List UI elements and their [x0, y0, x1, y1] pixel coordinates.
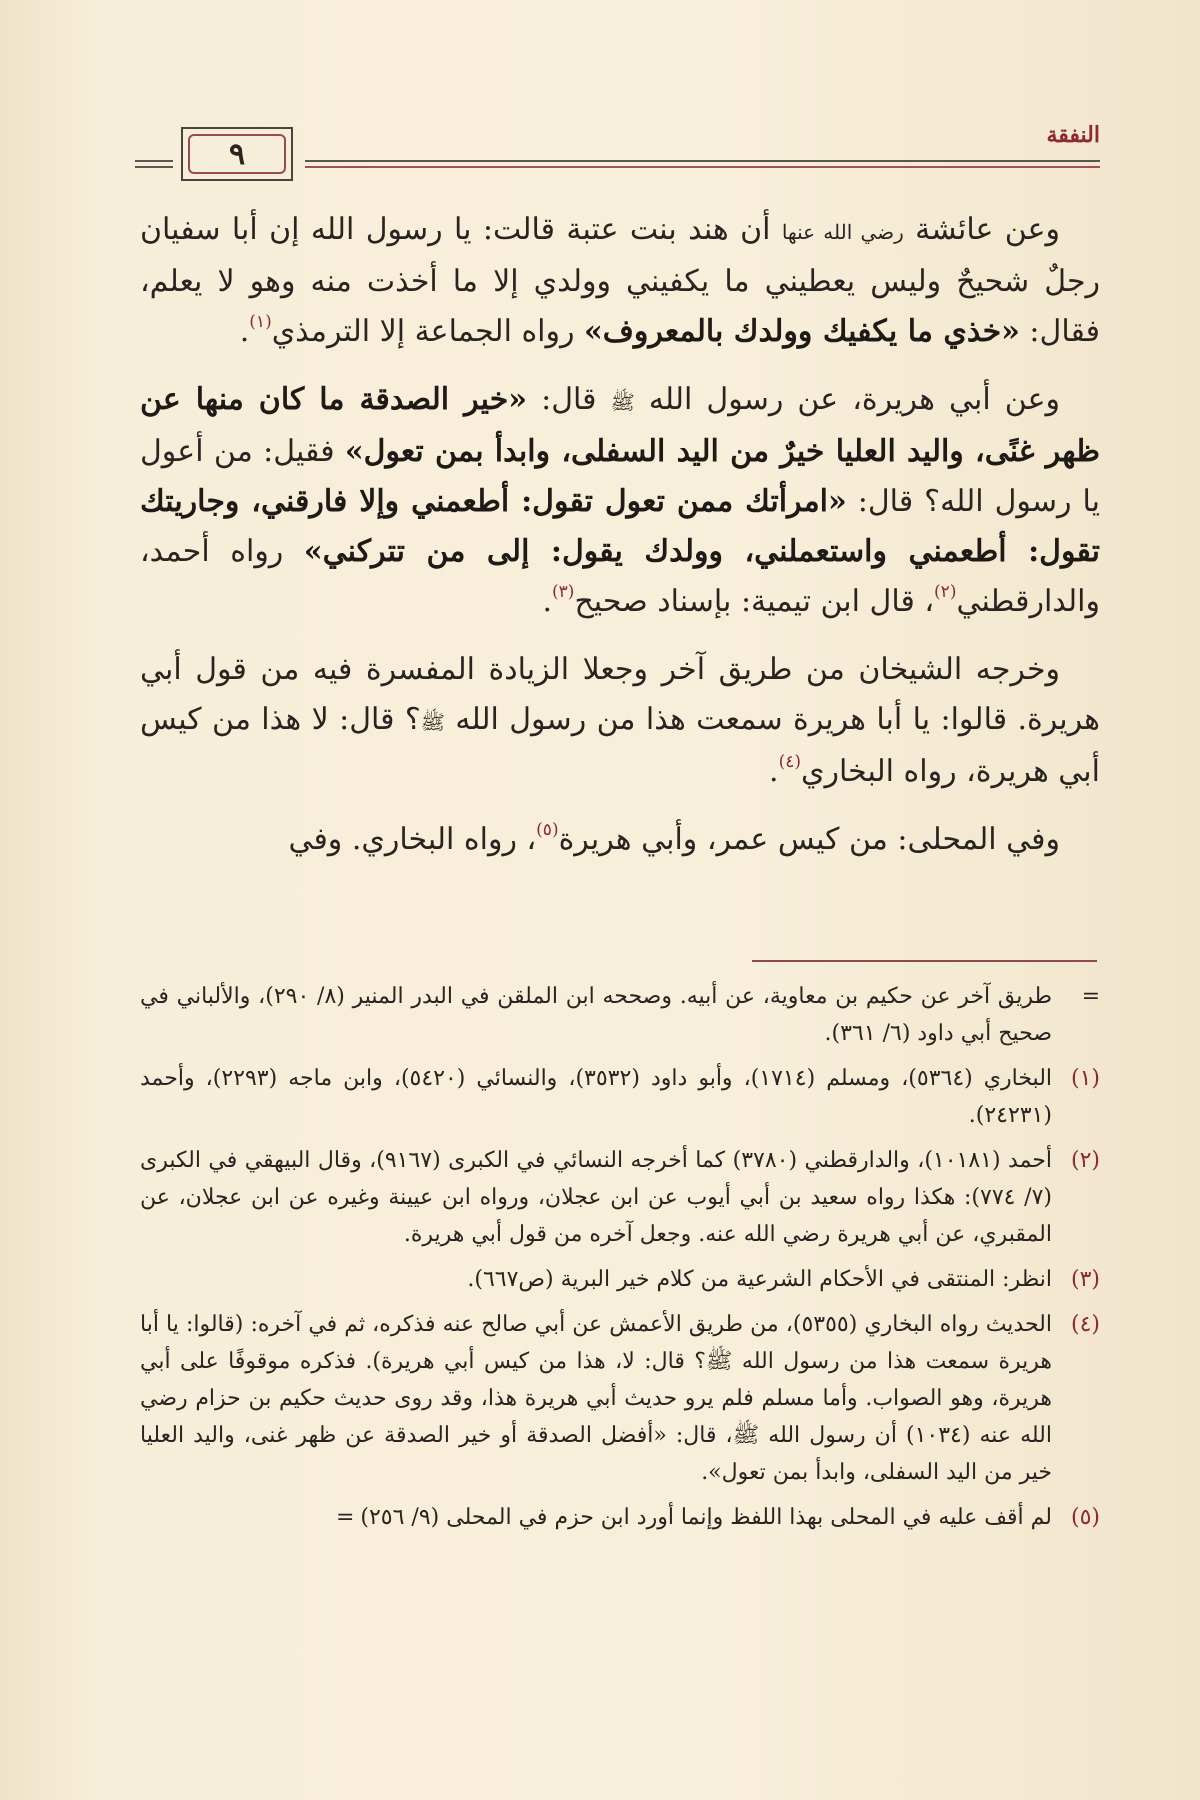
footnote-text: [140, 1499, 1052, 1536]
footnote-number: (٥): [1070, 1505, 1100, 1530]
text-run: رواه أحمد، والدارقطني: [140, 534, 1100, 619]
footnote-ref-3[interactable]: (٣): [552, 582, 575, 602]
salawat-glyph-icon: ﷺ: [610, 390, 635, 414]
page-number: ٩: [188, 134, 286, 174]
honorific-glyph-icon: رضي الله عنها: [781, 220, 904, 244]
text-run: ، رواه البخاري. وفي: [288, 822, 537, 857]
text-run: وعن عائشة: [915, 212, 1060, 247]
footnote-number: (١): [1070, 1066, 1100, 1091]
footnote-5: [140, 1499, 1100, 1536]
text-run: فقيل: من أعول يا رسول الله؟ قال:: [140, 434, 1100, 519]
text-run: .: [239, 314, 250, 349]
footnote-continuation: [140, 978, 1100, 1052]
footnote-number: (٣): [1070, 1267, 1100, 1292]
running-title: النفقة: [1046, 122, 1100, 148]
page-number-frame: [181, 127, 293, 181]
footnote-1: [140, 1060, 1100, 1134]
footnote-separator: [752, 960, 1097, 962]
hadith-quote: «امرأتك ممن تعول تقول: أطعمني وإلا فارقني، وجاريتك تقول: أطعمني واستعملني، وولدك يقول: إلى من تتركني»: [140, 484, 1100, 569]
footnote-text-run: لم أقف عليه في المحلى بهذا اللفظ وإنما أورد ابن حزم في المحلى (٩/ ٢٥٦): [360, 1505, 1052, 1530]
salawat-glyph-icon: ﷺ: [420, 710, 445, 734]
footnote-number: (٢): [1070, 1148, 1100, 1173]
footnote-text: طريق آخر عن حكيم بن معاوية، عن أبيه. وصححه ابن الملقن في البدر المنير (٨/ ٢٩٠)، والألباني في صحيح أبي داود (٦/ ٣٦١).: [140, 984, 1053, 1046]
footnote-text: الحديث رواه البخاري (٥٣٥٥)، من طريق الأعمش عن أبي صالح عنه فذكره، ثم في آخره: (قالوا: يا أبا هريرة سمعت هذا من رسول الله ﷺ؟ قال: لا، هذا من كيس أبي هريرة). فذكره موقوفًا على أبي هريرة، وهو الصواب. وأما مسلم فلم يرو حديث أبي هريرة هذا، وقد روى حديث حكيم بن حزام رضي الله عنه (١٠٣٤) أن رسول الله ﷺ، قال: «أفضل الصدقة أو خير الصدقة عن ظهر غنى، واليد العليا خير من اليد السفلى، وابدأ بمن تعول».: [140, 1312, 1052, 1485]
text-run: وخرجه الشيخان من طريق آخر وجعلا الزيادة المفسرة فيه من قول أبي هريرة. قالوا: يا أبا هريرة سمعت هذا من رسول الله: [140, 652, 1100, 737]
footnote-ref-5[interactable]: (٥): [536, 820, 559, 840]
text-run: ؟ قال: لا هذا من كيس أبي هريرة، رواه البخاري: [140, 702, 1100, 789]
hadith-quote: «خير الصدقة ما كان منها عن ظهر غنًى، واليد العليا خيرٌ من اليد السفلى، وابدأ بمن تعول»: [140, 382, 1100, 469]
header-short-rule: [135, 160, 173, 169]
footnote-text: البخاري (٥٣٦٤)، ومسلم (١٧١٤)، وأبو داود (٣٥٣٢)، والنسائي (٥٤٢٠)، وابن ماجه (٢٢٩٣)، وأحمد (٢٤٢٣١).: [140, 1066, 1053, 1128]
text-run: .: [769, 754, 779, 789]
footnote-ref-2[interactable]: (٢): [934, 582, 957, 602]
footnote-ref-1[interactable]: (١): [249, 312, 272, 332]
text-run: وعن أبي هريرة، عن رسول الله: [648, 382, 1060, 417]
page-header: [135, 120, 1100, 185]
footnote-text: أحمد (١٠١٨١)، والدارقطني (٣٧٨٠) كما أخرجه النسائي في الكبرى (٩١٦٧)، وقال البيهقي في الكبرى (٧/ ٧٧٤): هكذا رواه سعيد بن أبي أيوب عن ابن عجلان، ورواه ابن عيينة وغيره عن ابن عجلان، عن المقبري، عن أبي هريرة رضي الله عنه. وجعل آخره من قول أبي هريرة.: [140, 1148, 1053, 1247]
hadith-quote: «خذي ما يكفيك وولدك بالمعروف»: [584, 314, 1020, 349]
main-text: [140, 205, 1100, 883]
footnote-ref-4[interactable]: (٤): [778, 752, 801, 772]
footnote-2: [140, 1142, 1100, 1253]
paragraph-1: [140, 205, 1100, 357]
paragraph-4: [140, 815, 1100, 865]
text-run: أن هند بنت عتبة قالت: يا رسول الله إن أبا سفيان رجلٌ شحيحٌ وليس يعطيني ما يكفيني وولدي إلا ما أخذت منه وهو لا يعلم، فقال:: [140, 212, 1100, 349]
paragraph-2: [140, 375, 1100, 627]
paragraph-3: [140, 645, 1100, 797]
footnote-4: [140, 1306, 1100, 1491]
footnote-text: انظر: المنتقى في الأحكام الشرعية من كلام خير البرية (ص٦٦٧).: [467, 1267, 1052, 1292]
footnote-3: [140, 1261, 1100, 1298]
footnotes: [140, 978, 1100, 1544]
text-run: وفي المحلى: من كيس عمر، وأبي هريرة: [558, 822, 1060, 857]
continuation-mark: =: [1081, 984, 1100, 1009]
text-run: رواه الجماعة إلا الترمذي: [271, 314, 585, 349]
header-double-rule: [305, 160, 1100, 169]
footnote-number: (٤): [1070, 1312, 1100, 1337]
text-run: .: [542, 584, 553, 619]
continuation-mark: =: [335, 1505, 355, 1530]
text-run: قال:: [527, 382, 611, 417]
text-run: ، قال ابن تيمية: بإسناد صحيح: [574, 584, 935, 619]
